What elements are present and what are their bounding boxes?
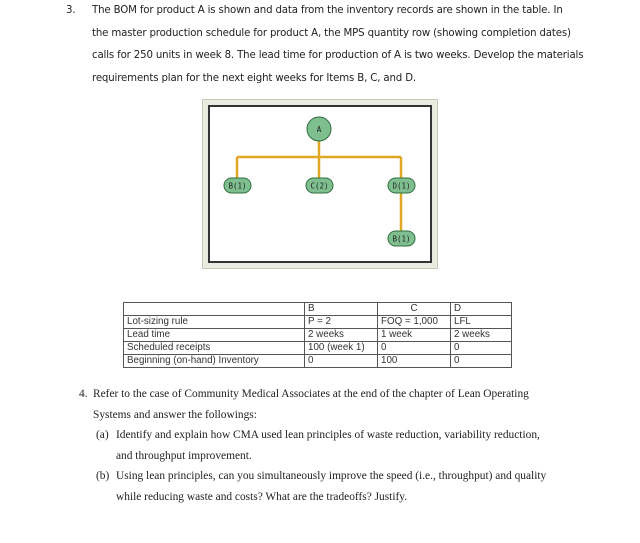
table-row [124,355,512,368]
cell-c: FOQ = 1,000 [378,316,451,329]
question-4-line-1: 4. Refer to the case of Community Medical Associates at the end of the chapter of Lean Operating [79,384,579,405]
node-a-label: A [316,125,322,134]
cell-d: 2 weeks [451,329,512,342]
cell-b: 100 (week 1) [305,342,378,355]
cell-c: 1 week [378,329,451,342]
question-4-part-b: (b) Using lean principles, can you simultaneously improve the speed (i.e., throughput) and quality [79,466,579,487]
question-3-line-4: requirements plan for the next eight weeks for Items B, C, and D. [92,72,416,84]
node-c-label: C(2) [310,181,329,191]
cell-d: 0 [451,342,512,355]
cell-b: 2 weeks [305,329,378,342]
table-row [124,342,512,355]
cell-b: P = 2 [305,316,378,329]
question-4-number: 4. [79,388,88,400]
bom-diagram-frame [202,99,438,269]
question-3-number: 3. [66,5,76,16]
question-4-part-a-cont: and throughput improvement. [116,449,252,462]
cell-d: LFL [451,316,512,329]
header-cell-c: C [378,303,451,316]
row-label: Beginning (on-hand) Inventory [124,355,305,368]
node-b [224,178,251,193]
bom-diagram [208,105,432,263]
node-b-label: B(1) [228,181,247,191]
table-header-row [124,303,512,316]
node-d-child-b-label: B(1) [392,234,411,244]
inventory-table [123,302,512,368]
question-3-line-3: calls for 250 units in week 8. The lead time for production of A is two weeks. Develop the materials [92,50,584,61]
node-d-child-b [388,231,415,246]
question-4 [79,384,579,507]
question-3 [66,0,584,90]
part-b-label: (b) [96,470,110,482]
cell-d: 0 [451,355,512,368]
table-row [124,329,512,342]
header-cell-d: D [451,303,512,316]
table-row [124,316,512,329]
question-4-line-2: Systems and answer the followings: [93,408,257,421]
row-label: Lead time [124,329,305,342]
header-cell-b: B [305,303,378,316]
part-a-label: (a) [96,429,109,441]
cell-c: 100 [378,355,451,368]
cell-b: 0 [305,355,378,368]
node-a [307,117,331,141]
row-label: Lot-sizing rule [124,316,305,329]
node-d-label: D(1) [392,181,411,191]
node-d [388,178,415,193]
row-label: Scheduled receipts [124,342,305,355]
question-4-part-b-cont: while reducing waste and costs? What are the tradeoffs? Justify. [116,490,408,503]
cell-c: 0 [378,342,451,355]
question-3-line-1: 3. The BOM for product A is shown and data from the inventory records are shown in the table. In [66,0,571,23]
node-c [306,178,333,193]
question-4-part-a: (a) Identify and explain how CMA used lean principles of waste reduction, variability reduction, [79,425,579,446]
header-cell-blank [124,303,305,316]
bom-tree [210,107,430,261]
question-3-line-2: the master production schedule for product A, the MPS quantity row (showing completion dates) [92,27,571,39]
